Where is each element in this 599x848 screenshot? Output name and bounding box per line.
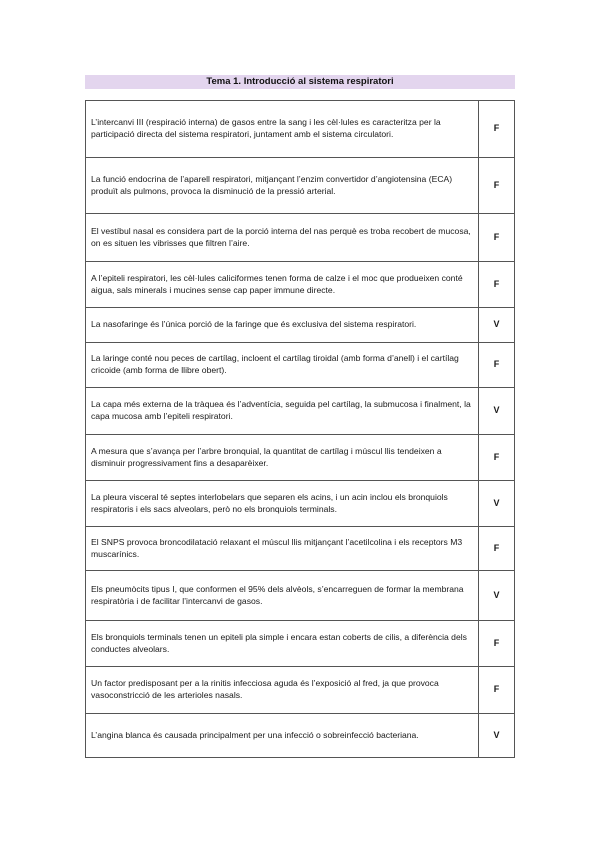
question-text: Els pneumòcits tipus I, que conformen el 95% dels alvèols, s’encarreguen de formar la membrana respiratòria i de facilitar l’intercanvi de gasos. — [86, 571, 479, 621]
answer-cell: F — [479, 101, 515, 158]
question-text: A l’epiteli respiratori, les cèl·lules caliciformes tenen forma de calze i el moc que produeixen conté aigua, sals minerals i mucines sense cap paper immune directe. — [86, 262, 479, 308]
table-row — [86, 214, 515, 262]
answer-cell: V — [479, 714, 515, 758]
answer-cell: F — [479, 667, 515, 714]
question-text: Un factor predisposant per a la rinitis infecciosa aguda és l’exposició al fred, ja que provoca vasoconstricció de les arterioles nasals. — [86, 667, 479, 714]
answer-cell: F — [479, 621, 515, 667]
question-text: L’angina blanca és causada principalment per una infecció o sobreinfecció bacteriana. — [86, 714, 479, 758]
question-text: La laringe conté nou peces de cartílag, incloent el cartílag tiroidal (amb forma d’anell) i el cartílag cricoide (amb forma de llibre obert). — [86, 343, 479, 388]
answer-cell: V — [479, 388, 515, 435]
table-row — [86, 158, 515, 214]
table-row — [86, 343, 515, 388]
question-text: La funció endocrina de l’aparell respiratori, mitjançant l’enzim convertidor d’angiotensina (ECA) produït als pulmons, provoca la disminució de la pressió arterial. — [86, 158, 479, 214]
answer-cell: F — [479, 158, 515, 214]
question-text: El SNPS provoca broncodilatació relaxant el múscul llis mitjançant l’acetilcolina i els receptors M3 muscarínics. — [86, 527, 479, 571]
question-text: Els bronquiols terminals tenen un epiteli pla simple i encara estan coberts de cilis, a diferència dels conductes alveolars. — [86, 621, 479, 667]
answer-cell: V — [479, 571, 515, 621]
question-text: La nasofaringe és l’única porció de la faringe que és exclusiva del sistema respiratori. — [86, 308, 479, 343]
answer-cell: V — [479, 308, 515, 343]
table-row — [86, 621, 515, 667]
table-row — [86, 571, 515, 621]
table-row — [86, 388, 515, 435]
answer-cell: F — [479, 435, 515, 481]
table-row — [86, 527, 515, 571]
table-row — [86, 667, 515, 714]
table-row — [86, 262, 515, 308]
table-row — [86, 435, 515, 481]
question-text: A mesura que s’avança per l’arbre bronquial, la quantitat de cartílag i múscul llis tendeixen a disminuir progressivament fins a desaparèixer. — [86, 435, 479, 481]
answer-cell: V — [479, 481, 515, 527]
answer-cell: F — [479, 262, 515, 308]
table-row — [86, 481, 515, 527]
question-text: El vestíbul nasal es considera part de la porció interna del nas perquè es troba recobert de mucosa, on es situen les vibrisses que filtren l’aire. — [86, 214, 479, 262]
table-row — [86, 308, 515, 343]
table-row — [86, 714, 515, 758]
question-text: L’intercanvi III (respiració interna) de gasos entre la sang i les cèl·lules es caracteritza per la participació directa del sistema respiratori, juntament amb el sistema circulatori. — [86, 101, 479, 158]
question-text: La pleura visceral té septes interlobelars que separen els acins, i un acin inclou els bronquiols respiratoris i els sacs alveolars, però no els bronquiols terminals. — [86, 481, 479, 527]
answer-cell: F — [479, 214, 515, 262]
page-title: Tema 1. Introducció al sistema respiratori — [85, 75, 515, 89]
answer-cell: F — [479, 527, 515, 571]
questions-table — [85, 100, 515, 758]
question-text: La capa més externa de la tràquea és l’adventícia, seguida pel cartílag, la submucosa i finalment, la capa mucosa amb l’epiteli respiratori. — [86, 388, 479, 435]
answer-cell: F — [479, 343, 515, 388]
table-row — [86, 101, 515, 158]
